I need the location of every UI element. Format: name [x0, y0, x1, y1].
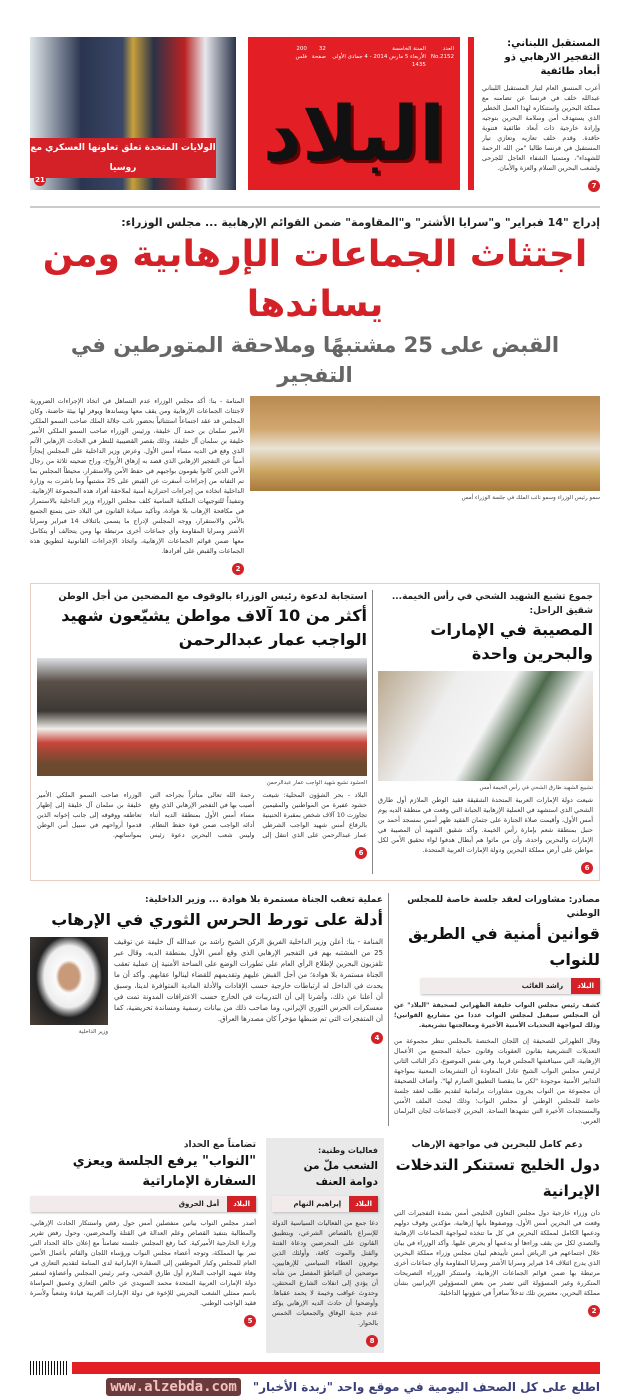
- mps-body: أصدر مجلس النواب بيانين منفصلين أمس حول رفض واستنكار الحادث الإرهابي، والمطالبة بتنفيذ القصاص وعلم العدالة في القتلة والمحرضين، وحول رفض تقرير وزارة الخارجية الأميركية. كما رفع المجلس جلسته تضامناً مع إعلان حالة الحداد التي تمر بها المملكة، وتوجه أعضاء مجلس النواب ورؤساء اللجان والقائم بأعمال الأمين العام للمجلس وكبار الموظفين إلى السفارة الإماراتية لدى المنامة لتقديم التعازي في وفاة شهيد الواجب الملازم أول طارق الشحي، وعبر رئيس المجلس وأعضاؤه لسفير دولة الإمارات العربية المتحدة محمد السويدي عن خالص التعازي وعميق المواساة باسم ممثلي الشعب البحريني للإخوة في دولة الإمارات العربية قيادة وشعباً ولأسرة فقيد الواجب الوطني.: [30, 1219, 256, 1307]
- gulf-kicker: دعم كامل للبحرين في مواجهة الإرهاب: [411, 1140, 583, 1150]
- price: 200: [296, 46, 307, 52]
- page-ref: 2: [232, 563, 244, 575]
- page-ref: 7: [588, 180, 600, 192]
- funeral-story[interactable]: [37, 590, 367, 859]
- newspaper-logo: البلاد: [262, 89, 446, 178]
- lead-kicker: إدراج "14 فبراير" و"سرايا الأشتر" و"المقاومة" ضمن القوائم الإرهابية ... مجلس الوزراء:: [121, 216, 600, 229]
- mps-headline[interactable]: "النواب" يرفع الجلسة ويعزي السفارة الإماراتية: [72, 1154, 256, 1189]
- minister-photo[interactable]: [30, 937, 108, 1025]
- events-story[interactable]: [266, 1138, 384, 1353]
- uae-headline[interactable]: المصيبة في الإمارات والبحرين واحدة: [430, 620, 593, 663]
- laws-body: وقال الظهراني للصحيفة إن اللجان المختصة بالمجلس تنظر مجموعة من التعديلات التشريعية بقانون العقوبات وقانون حماية المجتمع من الأعمال الإرهابية، التي سيناقشها المجلس قريبا. وفي نفس الموضوع، ذكر النائب الثاني لرئيس مجلس النواب الشيخ عادل المعاودة أن التشريعات المعنية بمواجهة التدابير الأمنية موجودة "لكن ما ينقصنا التطبيق الصارم لها". وأضاف للصحيفة أن مجموعة من النواب يجرون مشاورات برلمانية لتقديم طلب لعقد جلسة خاصة للمجلس الوطني أو مجلس النواب؛ وذلك لبحث الملف الأمني والمستجدات الأخيرة التي تشهدها الساحة. البحرين لاجتماعات لجان البرلمان العربي.: [394, 1037, 600, 1125]
- column-divider: [388, 893, 389, 1126]
- lead-photo-caption: سمو رئيس الوزراء وسمو نائب الملك في جلسة الوزراء أمس: [461, 495, 600, 501]
- teaser-body: أعرب المنسق العام لتيار المستقبل اللبناني عبدالله خلف في فرنسا عن تضامنه مع مملكة البحرين واستنكاره لهذا العمل الخطير الذي يستهدف أمن وسلامة البحرين بتوجيه وإرادة خارجية ذات أبعاد طائفية فتنوية حاقدة. وقدم خلف تعازيه وتعازي تيار المستقبل في فرنسا طالبا "من الله الرحمة للشهداء"، ومتمنيا الشفاء العاجل للجرحى ولشعب البحرين السلام والعزة والأمان.: [482, 84, 600, 172]
- guard-story[interactable]: [30, 893, 383, 1044]
- mps-story[interactable]: [30, 1138, 256, 1327]
- price-label: فلس: [295, 54, 307, 60]
- watermark-banner: [30, 1375, 600, 1400]
- brand-label: البلاد: [227, 1196, 256, 1212]
- issue-label: العدد: [442, 46, 454, 52]
- funeral-headline[interactable]: أكثر من 10 آلاف مواطن يشيّعون شهيد الواجب عمار عبدالرحمن: [61, 606, 367, 649]
- page-ref: 8: [366, 1335, 378, 1347]
- issue-date: الأربعاء 5 مارس 2014 - 4 جمادى الأولى 1435: [332, 54, 426, 68]
- guard-content: [30, 937, 383, 1044]
- page-ref: 2: [588, 1305, 600, 1317]
- gulf-headline[interactable]: دول الخليج تستنكر التدخلات الإيرانية: [395, 1156, 600, 1200]
- gulf-body: دان وزراء خارجية دول مجلس التعاون الخليجي أمس بشدة التفجيرات التي وقعت في البحرين أمس الأول، ووصفوها بأنها إرهابية، مؤكدين وقوف دولهم ودعمها الكامل لمملكة البحرين في كل ما تتخذه لمواجهة الجماعات الإرهابية والتصدي لكل من يقف وراءها أو يدعمها أو يحرض عليها. وأكد الوزراء في بيان خلال اجتماعهم في الرياض أمس تأييدهم لبيان مجلس وزراء مملكة البحرين الذي يدرج ائتلاف 14 فبراير وسرايا الأشتر وسرايا المقاومة وأي جماعات أخرى مرتبطة بها ضمن قوائم الجماعات الإرهابية. واستنكر الوزراء التصريحات المتكررة وغير المسؤولة التي تصدر من بعض المسؤولين الإيرانيين بشأن مملكة البحرين، معتبرين تلك تدخلاً سافراً في شؤونها الداخلية.: [394, 1209, 600, 1297]
- teaser-story[interactable]: [482, 37, 600, 192]
- funeral-body: البلاد - بحر الشؤون المحلية: شيعت حشود غفيرة من المواطنين والمقيمين تجاوزت 10 آلاف شخص بمقبرة الحنينية بالرفاع أمس شهيد الواجب الشرطي عمار عبدالرحمن على الذي انتقل إلى رحمة الله تعالى متأثراً بجراحه التي أصيب بها في التفجير الإرهابي الذي وقع مساء أمس الأول بمنطقة الديه أثناء أدائه الواجب ضمن قوة حفظ النظام. وليس شعب البحرين دعوة رئيس الوزراء صاحب السمو الملكي الأمير خليفة بن سلمان آل خليفة إلى إظهار تعاطفه ووقوفه إلى جانب إخوانه الذين قدموا أرواحهم في سبيل أمن الوطن بمواساتهم.: [37, 791, 367, 839]
- column-divider: [372, 590, 373, 874]
- page-ref: 4: [371, 1032, 383, 1044]
- lead-photo-block: [250, 396, 600, 505]
- author-name: راشد الغائب: [521, 982, 564, 990]
- top-photo[interactable]: [30, 37, 236, 190]
- minister-photo-caption: وزير الداخلية: [78, 1029, 108, 1035]
- uae-photo-caption: تشييع الشهيد طارق الشحي في رأس الخيمة أمس: [479, 785, 593, 791]
- events-headline[interactable]: الشعب ملّ من دوامة العنف: [303, 1160, 378, 1188]
- page-label: صفحة: [311, 54, 326, 60]
- footer-strip: [30, 1361, 600, 1375]
- brand-label: البلاد: [349, 1196, 378, 1212]
- divider: [30, 206, 600, 208]
- page-ref: 5: [244, 1315, 256, 1327]
- laws-kicker: مصادر: مشاورات لعقد جلسة خاصة للمجلس الوطني: [407, 895, 600, 919]
- teaser-headline[interactable]: المستقبل اللبناني: التفجير الارهابي ذو أبعاد طائفية: [504, 38, 600, 77]
- masthead: [248, 37, 460, 190]
- guard-headline[interactable]: أدلة على تورط الحرس الثوري في الإرهاب: [51, 910, 383, 929]
- issue-info: [254, 45, 454, 69]
- uae-story[interactable]: [378, 590, 593, 874]
- mps-kicker: تضامناً مع الحداد: [183, 1140, 256, 1150]
- byline: [30, 1196, 256, 1212]
- year-label: السنة الخامسة: [392, 46, 426, 52]
- masthead-side-strip: [468, 37, 474, 190]
- footer-bar: [72, 1362, 600, 1374]
- page-ref: 21: [35, 176, 45, 184]
- uae-photo[interactable]: [378, 671, 593, 781]
- footer-promo: اطلع على كل الصحف اليومية في موقع واحد "زبدة الأخبار": [252, 1380, 600, 1394]
- page-ref: 6: [355, 847, 367, 859]
- lead-headline[interactable]: اجتثاث الجماعات الإرهابية ومن يساندها: [42, 234, 588, 325]
- page-count: 32: [318, 46, 326, 52]
- brand-label: البلاد: [571, 978, 600, 994]
- events-body: دعا جمع من الفعاليات السياسية الدولة للإسراع بالقصاص الشرعي، وبتطبيق القانون على المحرضين ودعاة الفتنة والقتل والموت كافة، وأولئك الذين يوفرون الغطاء السياسي للإرهابيين، موضحين أن التباطؤ المفصل من شأنه أن يؤدي إلى انفلات الشارع المحتقن، وحدوث عواقب وخيمة لا يحمد عقباها. وأوضحوا أن حادث الديه الإرهابي يؤكد عدم جدية الوفاق والجمعيات الخمس بالحوار.: [272, 1219, 378, 1327]
- lead-subheadline: القبض على 25 مشتبهًا وملاحقة المتورطين في التفجير: [70, 333, 560, 387]
- top-row: [30, 37, 600, 192]
- byline: [420, 978, 600, 994]
- gulf-story[interactable]: [394, 1138, 600, 1317]
- funeral-photo-caption: الحشود تشيع شهيد الواجب عمار عبدالرحمن: [266, 780, 367, 786]
- section-4: [30, 1138, 600, 1353]
- laws-intro: كشف رئيس مجلس النواب خليفة الظهراني لصحيفة "البلاد" عن أن المجلس سيقبل لمجلس النواب عددا من مشاريع القوانين؛ وذلك لمواجهة التحديات الأمنية الأخيرة ومعالجتها تشريعية.: [394, 1001, 600, 1029]
- section-3: [30, 893, 600, 1126]
- author-name: إبراهيم النهام: [293, 1200, 342, 1208]
- funeral-kicker: استجابة لدعوة رئيس الوزراء بالوقوف مع المضحين من أجل الوطن: [58, 591, 367, 602]
- uae-kicker: جموع تشيع الشهيد الشحي في رأس الخيمة... شقيق الراحل:: [391, 592, 593, 616]
- barcode: [30, 1361, 68, 1375]
- laws-headline[interactable]: قوانين أمنية في الطريق للنواب: [408, 924, 600, 969]
- guard-body: المنامة - بنا: أعلن وزير الداخلية الفريق الركن الشيخ راشد بن عبدالله آل خليفة عن توقيف 25 من المشتبه بهم في التفجير الإرهابي الذي وقع أمس الأول بمنطقة الديه. وقال عبر تلفزيون البحرين لإطلاع الرأي العام على تطورات الوضع على الساحة الأمنية إن عملية تعقب الجناة مستمرة بلا هوادة؛ من أجل القبض عليهم وتقديمهم للقضاء لينالوا عقابهم. وأكد أن ما يحدث في الداخل له ارتباطات خارجية حسب الإفادات والأدلة المادية المتوافرة لدينا، وسبق أن أعلنا عن ذلك، وأشرنا إلى أن التدريبات في الخارج حسب الاعترافات المدونة تمت في معسكرات الحرس الثوري الإيراني، وما صاحب ذلك من بيانات رسمية ومساندة تحريضية، كما أن المتفجرات التي تم ضبطها مؤخراً كان مصدرها العراق.: [114, 938, 383, 1023]
- lead-row: [30, 396, 600, 575]
- photo-caption-strip: الولايات المتحدة تعلق تعاونها العسكري مع روسيا: [30, 138, 216, 178]
- section-frame: [30, 583, 600, 881]
- footer-url[interactable]: www.alzebda.com: [106, 1378, 240, 1396]
- page-ref: 6: [581, 862, 593, 874]
- guard-kicker: عملية تعقب الجناة مستمرة بلا هوادة ... وزير الداخلية:: [145, 895, 383, 905]
- laws-story[interactable]: [394, 893, 600, 1126]
- cabinet-photo[interactable]: [250, 396, 600, 491]
- byline: [272, 1196, 378, 1212]
- author-name: أمل الحروق: [178, 1200, 220, 1208]
- lead-body: المنامة - بنا: أكد مجلس الوزراء عدم التساهل في اتخاذ الإجراءات الضرورية لاجتثاث الجماعات الإرهابية ومن يقف معها ويساندها ويوفر لها بيئة حاضنة، وكان المجلس قد عقد اجتماعاً استثنائياً بحضور نائب جلالة الملك صاحب السمو الملكي الأمير سلمان بن حمد آل خليفة، ورئيس الوزراء صاحب السمو الملكي الأمير خليفة بن سلمان آل خليفة، وذلك بقصر القضيبية للنظر في الحادث الإرهابي الآثم الذي وقع في الديه مساء أمس الأول. وعرض وزير الداخلية على المجلس إيجازاً أمنياً عن التفجير الإرهابي الذي قصد به إزهاق الأرواح، وراح ضحيته ثلاثة من رجال الأمن الذين كانوا يقومون بواجبهم في حفظ الأمن والاستقرار، محيطاً المجلس بما تم التفاته من إجراءات أسفرت عن القبض على 25 مشتبهاً وما باشرت به وزارة الداخلية اتخاذه من إجراءات احترازية أمنية لملاحقة أفراد هذه المجموعة الإرهابية. وتنفيذاً للتوجيهات الملكية السامية كلف مجلس الوزراء وزير الداخلية بالاستمرار في مكافحة الإرهاب بلا هوادة، وتأكيد سيادة القانون في البلاد حتى يتمتع الجميع بالأمن والاستقرار، ووجه المجلس لإدراج ما يسمى بائتلاف 14 فبراير وسرايا الأشتر وسرايا المقاومة وأي جماعات أخرى مرتبطة بها ومن يتحالف أو يتكامل معها ضمن قوائم الجماعات الإرهابية، واتخاذ الإجراءات القانونية لتطويق هذه الجماعات والقبض على أفرادها.: [30, 397, 244, 555]
- events-kicker: فعاليات وطنية:: [318, 1146, 378, 1155]
- issue-number: No.2152: [430, 54, 454, 60]
- funeral-photo[interactable]: [37, 658, 367, 776]
- uae-body: شيعت دولة الإمارات العربية المتحدة الشقيقة فقيد الوطن الملازم أول طارق الشحي الذي استشهد في العملية الإرهابية الجبانة التي وقعت في منطقة الديه يوم أمس الأول، وأقيمت صلاة الجنازة على جثمان الفقيد ظهر أمس بمسجد أحمد بن حنبل بمنطقة شعم بإمارة رأس الخيمة. وأكد شقيق الشهيد أن المصيبة في الإمارات والبحرين واحدة، وأن من ماتوا هم أبطال هدفوا لواء تحقيق الأمن لكل مواطن على أرض مملكة البحرين ودولة الإمارات العربية المتحدة.: [378, 796, 593, 854]
